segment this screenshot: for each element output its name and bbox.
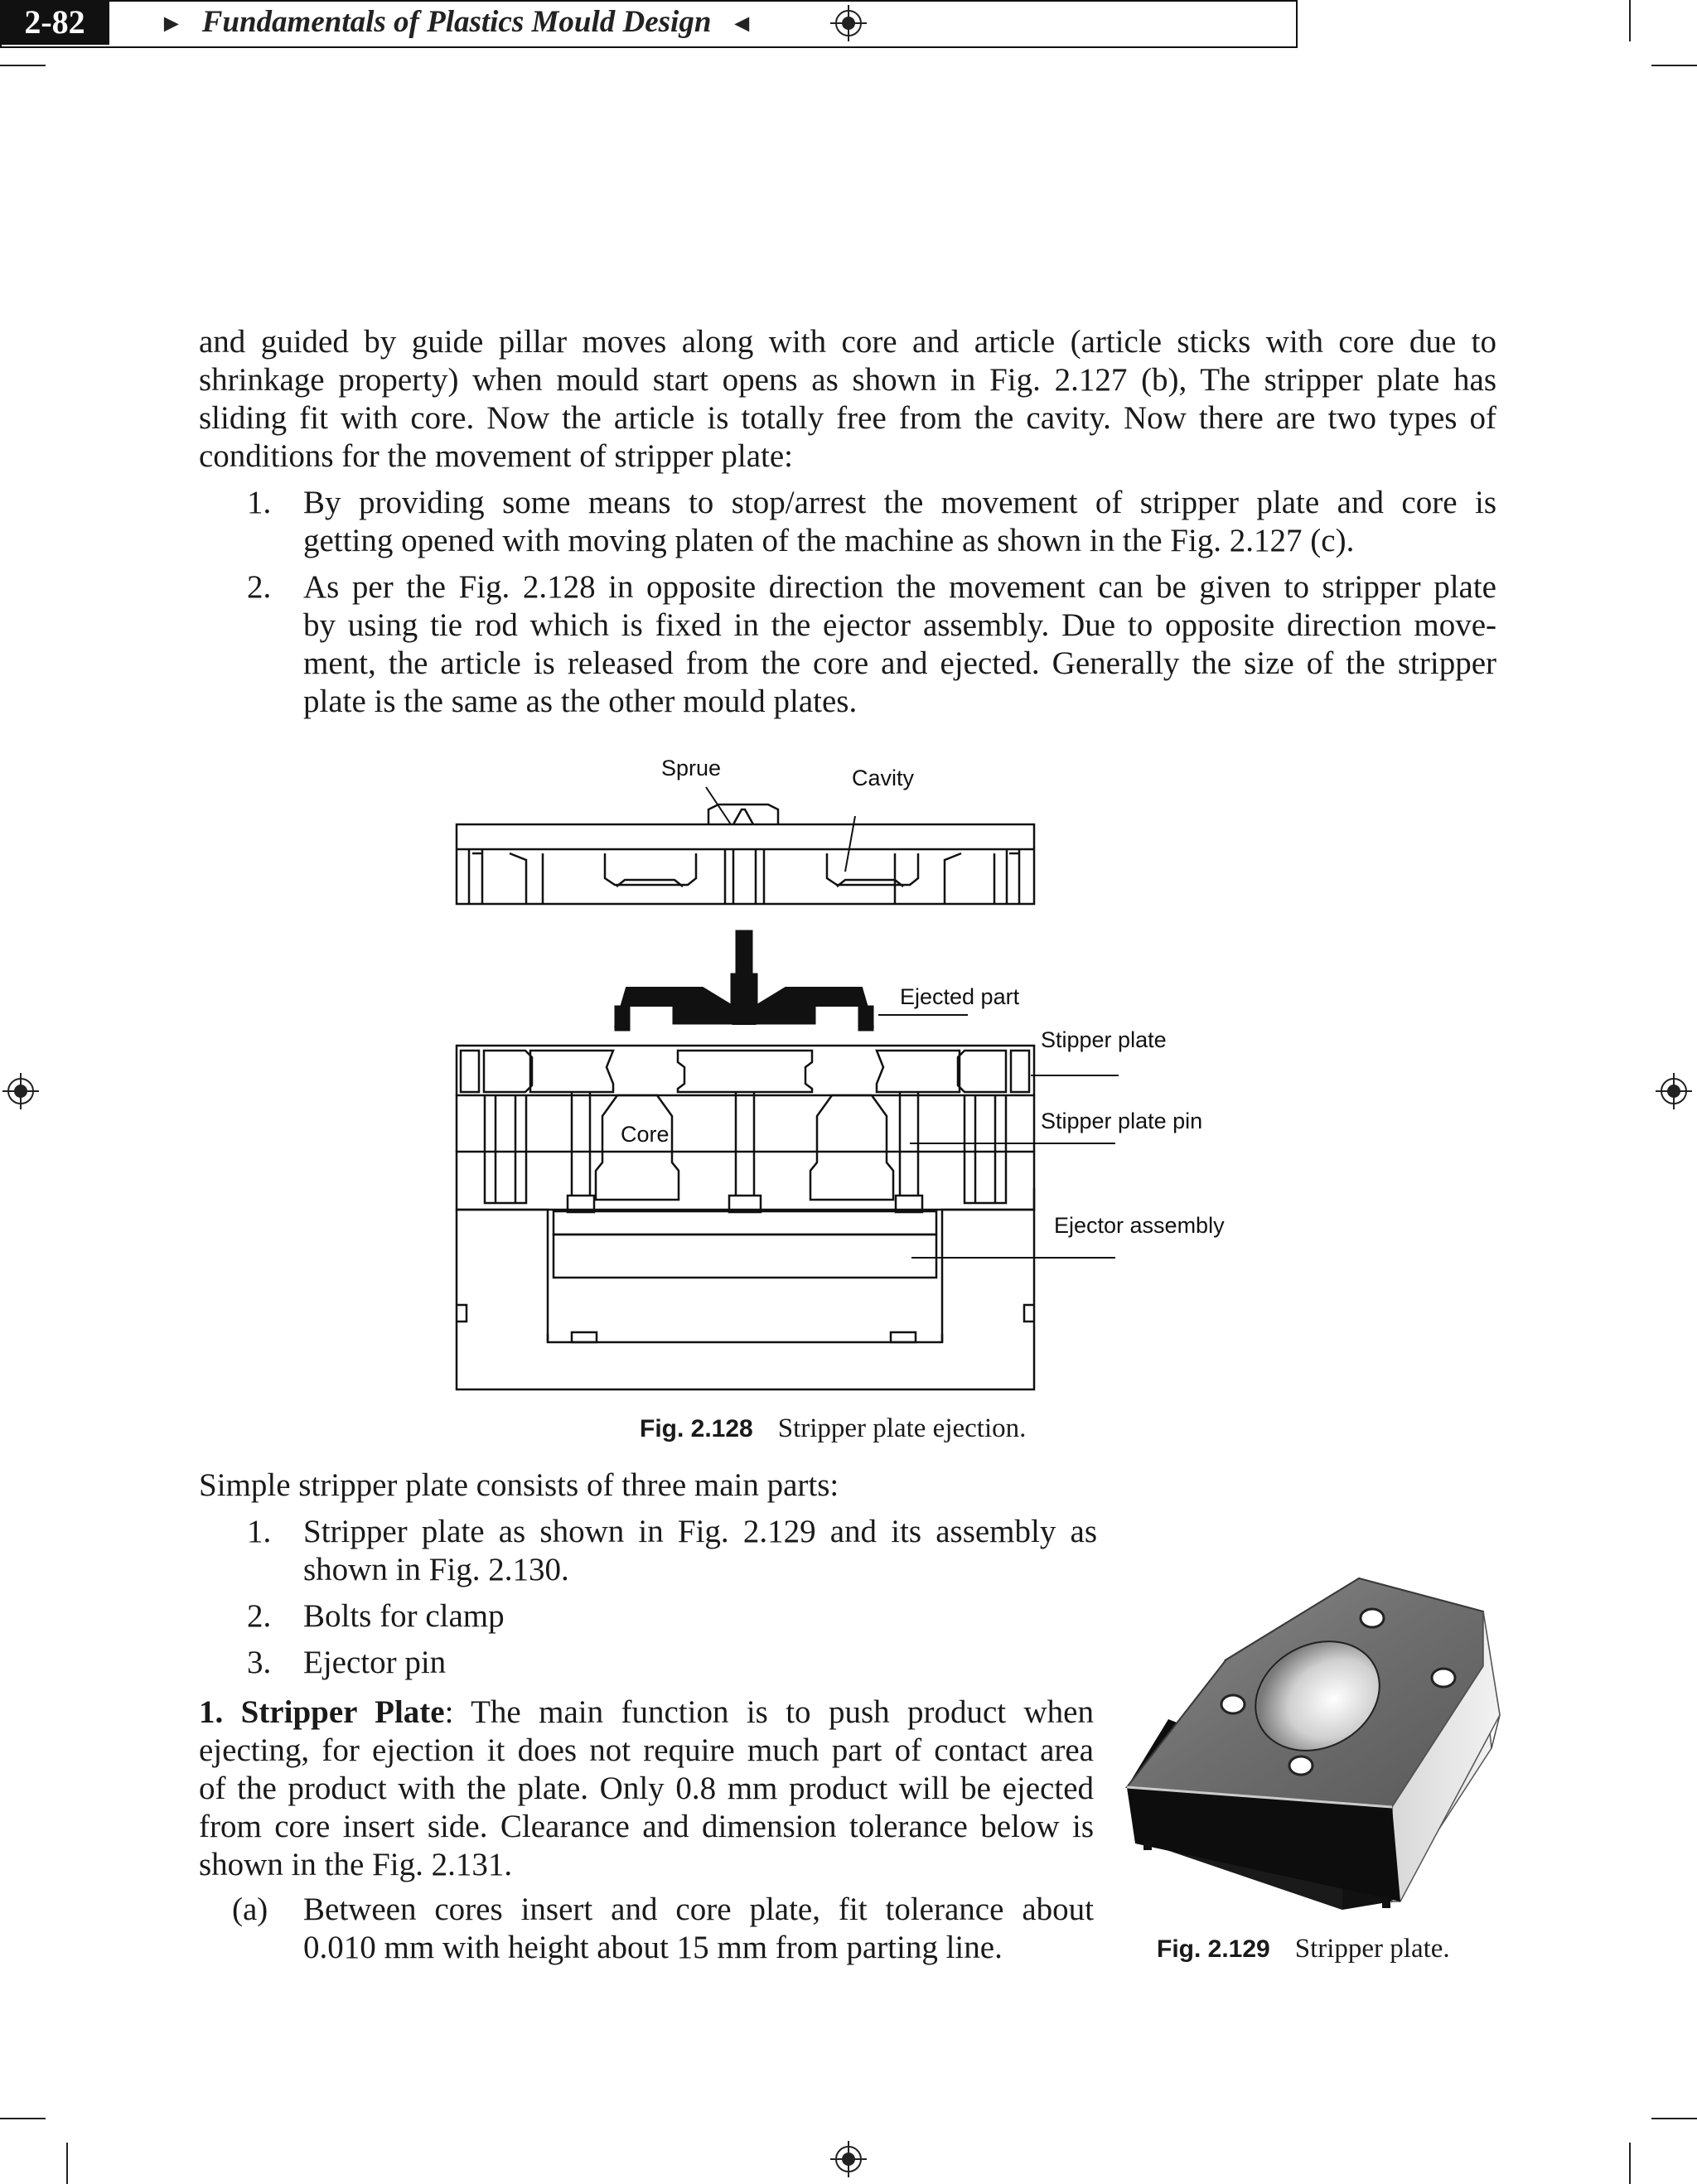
page-number: 2-82 [0, 0, 109, 45]
list-number: 3. [247, 1645, 272, 1680]
text-line: Between cores insert and core plate, fit tolerance about [303, 1892, 1094, 1927]
figure-2-129-stripper-plate-illustration [1119, 1562, 1508, 1918]
text-line: from core insert side. Clearance and dimension tolerance below is [199, 1809, 1094, 1844]
text-line: By providing some means to stop/arrest the movement of stripper plate and core is [303, 485, 1496, 520]
list-number: (a) [232, 1892, 268, 1927]
text-line: conditions for the movement of stripper plate: [199, 438, 793, 474]
stripper-plate-paragraph [199, 1694, 1094, 1884]
label-ejected-part: Ejected part [900, 984, 1020, 1009]
text-line: by using tie rod which is fixed in the ejector assembly. Due to opposite direction move- [303, 607, 1496, 643]
label-stripper-plate-pin: Stipper plate pin [1041, 1109, 1203, 1133]
crop-mark [1629, 2143, 1631, 2184]
text-line: 0.010 mm with height about 15 mm from parting line. [303, 1930, 1003, 1965]
figure-2-128-caption [640, 1413, 1026, 1444]
label-core: Core [621, 1122, 670, 1147]
text-line: 1. Stripper Plate: The main function is to push product when [199, 1694, 1094, 1730]
text-line: ment, the article is released from the core and ejected. Generally the size of the stripper [303, 645, 1496, 681]
text-line: shrinkage property) when mould start opens as shown in Fig. 2.127 (b), The stripper plate has [199, 362, 1496, 398]
text-line: of the product with the plate. Only 0.8 mm product will be ejected [199, 1771, 1094, 1806]
text-line: As per the Fig. 2.128 in opposite direction the movement can be given to stripper plate [303, 569, 1496, 605]
text-line: shown in Fig. 2.130. [303, 1552, 569, 1587]
caption-text: Stripper plate ejection. [777, 1413, 1027, 1443]
parts-intro: Simple stripper plate consists of three main parts: [199, 1467, 839, 1503]
list-number: 2. [247, 1598, 272, 1634]
right-arrow-icon: ► [159, 10, 184, 37]
text-line: getting opened with moving platen of the machine as shown in the Fig. 2.127 (c). [303, 523, 1355, 558]
text-line: Ejector pin [303, 1645, 447, 1680]
text-line: sliding fit with core. Now the article is totally free from the cavity. Now there are two types of [199, 400, 1496, 436]
text-line: Bolts for clamp [303, 1598, 505, 1634]
registration-mark-icon [830, 2141, 867, 2177]
label-ejector-assembly: Ejector assembly [1054, 1213, 1225, 1238]
label-sprue: Sprue [661, 756, 722, 780]
list-number: 1. [247, 1514, 272, 1549]
text-line: and guided by guide pillar moves along with core and article (article sticks with core due to [199, 324, 1496, 360]
label-stripper-plate: Stipper plate [1041, 1027, 1167, 1052]
list-number: 2. [247, 569, 272, 605]
crop-mark [1651, 2118, 1697, 2119]
text-line: Stripper plate as shown in Fig. 2.129 and its assembly as [303, 1514, 1097, 1549]
text-line: plate is the same as the other mould plates. [303, 684, 858, 719]
crop-mark [66, 2143, 68, 2184]
caption-text: Stripper plate. [1294, 1934, 1450, 1964]
figure-2-129-caption [1157, 1934, 1450, 1964]
list-number: 1. [247, 485, 272, 520]
caption-number: Fig. 2.129 [1157, 1935, 1270, 1963]
text-line: ejecting, for ejection it does not require much part of contact area [199, 1732, 1094, 1768]
book-title-text: Fundamentals of Plastics Mould Design [201, 5, 712, 39]
text-line: shown in the Fig. 2.131. [199, 1847, 513, 1882]
left-arrow-icon: ◄ [729, 10, 755, 37]
section-heading: 1. Stripper Plate [199, 1694, 445, 1730]
caption-number: Fig. 2.128 [640, 1415, 753, 1442]
crop-mark [0, 2118, 46, 2119]
label-cavity: Cavity [852, 766, 915, 790]
